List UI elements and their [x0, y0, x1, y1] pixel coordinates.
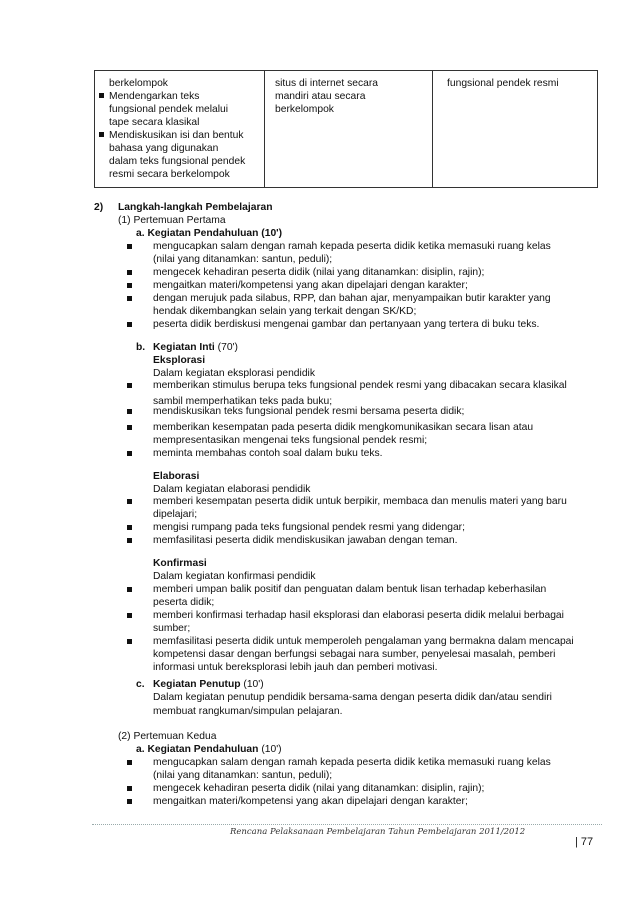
list-item: memfasilitasi peserta didik mendiskusikan jawaban dengan teman.	[153, 534, 458, 547]
eksplorasi-title: Eksplorasi	[153, 355, 206, 366]
table-col-notes	[433, 71, 599, 187]
footer-text: Rencana Pelaksanaan Pembelajaran Tahun Pembelajaran 2011/2012	[230, 827, 526, 837]
bullet-square-icon	[127, 525, 132, 530]
meeting-1-label: (1) Pertemuan Pertama	[118, 215, 226, 226]
m2-pendahuluan-heading: a. Kegiatan Pendahuluan (10')	[136, 744, 282, 755]
konfirmasi-title: Konfirmasi	[153, 558, 207, 569]
bullet-square-icon	[127, 499, 132, 504]
bullet-square-icon	[127, 799, 132, 804]
penutup-line: membuat rangkuman/simpulan pelajaran.	[153, 706, 343, 717]
bullet-square-icon	[127, 296, 132, 301]
list-item: mengisi rumpang pada teks fungsional pendek resmi yang didengar;	[153, 521, 465, 534]
section-title: Langkah-langkah Pembelajaran	[118, 202, 273, 213]
table-col-activities	[95, 71, 265, 187]
bullet-square-icon	[127, 451, 132, 456]
elaborasi-title: Elaborasi	[153, 471, 200, 482]
table-line: mandiri atau secara	[275, 91, 366, 102]
list-item: memberi konfirmasi terhadap hasil eksplorasi dan elaborasi peserta didik melalui berbagai sumber;	[153, 609, 564, 635]
m1-pendahuluan-title: a. Kegiatan Pendahuluan (10')	[136, 228, 283, 239]
bullet-square-icon	[127, 270, 132, 275]
bullet-square-icon	[127, 786, 132, 791]
list-item: memberi umpan balik positif dan penguatan dalam bentuk lisan terhadap keberhasilan peserta didik;	[153, 583, 546, 609]
list-item: memberi kesempatan peserta didik untuk berpikir, membaca dan menulis materi yang baru dipelajari;	[153, 495, 567, 521]
eksplorasi-intro: Dalam kegiatan eksplorasi pendidik	[153, 368, 315, 379]
table-line: fungsional pendek melalui	[109, 104, 229, 115]
table-line: situs di internet secara	[275, 78, 379, 89]
bullet-square-icon	[127, 283, 132, 288]
list-item: mendiskusikan teks fungsional pendek resmi bersama peserta didik;	[153, 405, 464, 418]
inti-letter: b.	[136, 342, 146, 353]
bullet-square-icon	[99, 93, 104, 98]
bullet-square-icon	[127, 244, 132, 249]
list-item: memberikan stimulus berupa teks fungsional pendek resmi yang dibacakan secara klasikal sambil memperhatikan teks pada buku;	[153, 379, 567, 408]
table-line: Mendengarkan teks	[99, 90, 260, 103]
list-item: mengucapkan salam dengan ramah kepada peserta didik ketika memasuki ruang kelas (nilai yang ditanamkan: santun, peduli);	[153, 240, 596, 266]
bullet-square-icon	[127, 538, 132, 543]
table-line: fungsional pendek resmi	[447, 78, 559, 89]
bullet-square-icon	[127, 639, 132, 644]
list-item: mengecek kehadiran peserta didik (nilai yang ditanamkan: disiplin, rajin);	[153, 266, 484, 279]
meeting-2-label: (2) Pertemuan Kedua	[118, 731, 217, 742]
list-item: meminta membahas contoh soal dalam buku teks.	[153, 447, 383, 460]
table-line: bahasa yang digunakan	[109, 143, 219, 154]
list-item: memfasilitasi peserta didik untuk memperoleh pengalaman yang bermakna dalam mencapai kompetensi dasar dengan berfungsi sebagai nara sumber, penyelesai masalah, pemberi informasi untuk bereksplorasi lebih jauh dan pemberi motivasi.	[153, 635, 574, 674]
footer-divider	[92, 824, 602, 825]
table-col-sources	[265, 71, 433, 187]
bullet-square-icon	[127, 613, 132, 618]
section-number: 2)	[94, 202, 104, 213]
bullet-square-icon	[127, 760, 132, 765]
penutup-heading: Kegiatan Penutup (10')	[153, 679, 264, 690]
bullet-square-icon	[127, 587, 132, 592]
konfirmasi-intro: Dalam kegiatan konfirmasi pendidik	[153, 571, 316, 582]
list-item: mengucapkan salam dengan ramah kepada peserta didik ketika memasuki ruang kelas (nilai yang ditanamkan: santun, peduli);	[153, 756, 551, 782]
list-item: memberikan kesempatan pada peserta didik mengkomunikasikan secara lisan atau mempresentasikan mengenai teks fungsional pendek resmi;	[153, 421, 533, 447]
penutup-line: Dalam kegiatan penutup pendidik bersama-sama dengan peserta didik dan/atau sendiri	[153, 692, 552, 703]
list-item: dengan merujuk pada silabus, RPP, dan bahan ajar, menyampaikan butir karakter yang hendak dikembangkan selain yang terkait dengan SK/KD;	[153, 292, 551, 318]
elaborasi-intro: Dalam kegiatan elaborasi pendidik	[153, 484, 311, 495]
list-item: mengecek kehadiran peserta didik (nilai yang ditanamkan: disiplin, rajin);	[153, 782, 484, 795]
penutup-letter: c.	[136, 679, 145, 690]
list-item: mengaitkan materi/kompetensi yang akan dipelajari dengan karakter;	[153, 279, 468, 292]
table-line: tape secara klasikal	[109, 117, 200, 128]
list-item: mengaitkan materi/kompetensi yang akan dipelajari dengan karakter;	[153, 795, 468, 808]
table-line: berkelompok	[275, 104, 334, 115]
bullet-square-icon	[127, 322, 132, 327]
bullet-square-icon	[99, 132, 104, 137]
table-line: Mendiskusikan isi dan bentuk	[99, 129, 260, 142]
bullet-square-icon	[127, 383, 132, 388]
bullet-square-icon	[127, 425, 132, 430]
inti-heading: Kegiatan Inti (70')	[153, 342, 238, 353]
table-line: dalam teks fungsional pendek	[109, 156, 246, 167]
list-item: peserta didik berdiskusi mengenai gambar dan pertanyaan yang tertera di buku teks.	[153, 318, 539, 331]
table-line: berkelompok	[109, 78, 168, 89]
table-line: resmi secara berkelompok	[109, 169, 230, 180]
page-number: | 77	[575, 836, 594, 848]
bullet-square-icon	[127, 409, 132, 414]
continuation-table	[94, 70, 598, 188]
